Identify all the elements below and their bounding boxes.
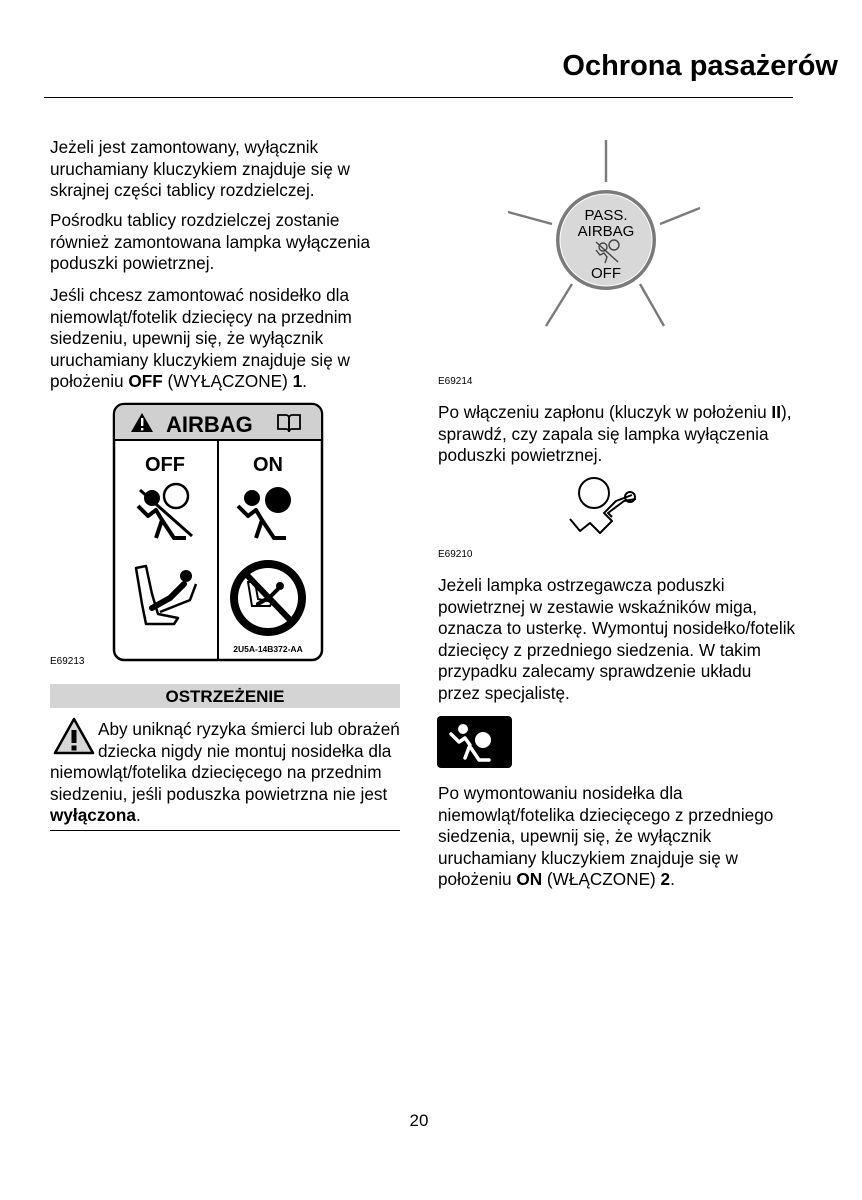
lamp-line-3: OFF bbox=[591, 265, 621, 282]
right-paragraph-2: Jeżeli lampka ostrzegawcza poduszki powietrznej w zestawie wskaźników miga, oznacza to usterkę. Wymontuj nosidełko/fotelik dziecięcy z przedniego siedzenia. W takim przypadku zalecamy sprawdzenie układu przez specjalistę. bbox=[438, 575, 796, 703]
warning-heading: OSTRZEŻENIE bbox=[50, 684, 400, 708]
child-seat-prohibited-icon bbox=[230, 560, 306, 636]
airbag-warning-label-figure bbox=[112, 402, 324, 664]
figure-code-right-1: E69214 bbox=[438, 376, 473, 387]
warning-bottom-rule bbox=[50, 830, 400, 831]
warning-icon-spacer bbox=[50, 719, 98, 759]
warning-text-end: . bbox=[135, 805, 141, 826]
p3-end: . bbox=[302, 371, 307, 392]
label-heading: AIRBAG bbox=[166, 412, 253, 437]
warning-text-body: Aby uniknąć ryzyka śmierci lub obrażeń dziecka nigdy nie montuj nosidełka dla niemowląt/fotelika dziecięcego na przednim siedzeniu, jeśli poduszka powietrzna nie jest bbox=[50, 719, 400, 804]
label-part-number: 2U5A-14B372-AA bbox=[233, 644, 303, 654]
rp3-on-bold: ON bbox=[516, 869, 543, 890]
rp3-text-2: (WŁĄCZONE) bbox=[542, 869, 661, 890]
page-number: 20 bbox=[409, 1111, 429, 1130]
left-paragraph-2: Pośrodku tablicy rozdzielczej zostanie również zamontowana lampka wyłączenia poduszki powietrznej. bbox=[50, 210, 371, 274]
warning-text bbox=[50, 719, 402, 827]
rp3-end: . bbox=[670, 869, 675, 890]
left-paragraph-1: Jeżeli jest zamontowany, wyłącznik uruchamiany kluczykiem znajduje się w skrajnej części tablicy rozdzielczej. bbox=[50, 137, 350, 201]
lamp-line-1: PASS. bbox=[584, 207, 628, 224]
left-paragraph-3 bbox=[50, 285, 400, 393]
title-divider bbox=[44, 97, 793, 98]
right-paragraph-1 bbox=[438, 402, 798, 467]
rp3-ref-bold: 2 bbox=[660, 869, 671, 890]
rp1-text: Po włączeniu zapłonu (kluczyk w położeniu bbox=[438, 402, 772, 422]
rp1-bold: II bbox=[771, 402, 781, 422]
passenger-airbag-off-lamp-figure bbox=[500, 138, 710, 330]
airbag-warning-light-icon bbox=[566, 475, 650, 539]
figure-code-right-2: E69210 bbox=[438, 549, 473, 560]
rp1-text-2: ), sprawdź, czy zapala się lampka wyłączenia poduszki powietrznej. bbox=[438, 402, 792, 466]
airbag-indicator-icon bbox=[437, 716, 512, 768]
label-on-text: ON bbox=[253, 454, 283, 476]
rp3-text: Po wymontowaniu nosidełka dla niemowląt/fotelika dziecięcego z przedniego siedzenia, upewnij się, że wyłącznik uruchamiany kluczykiem znajduje się w położeniu bbox=[438, 783, 774, 890]
p3-ref-bold: 1 bbox=[292, 371, 303, 392]
right-paragraph-3 bbox=[438, 783, 798, 891]
p3-text-2: (WYŁĄCZONE) bbox=[162, 371, 293, 392]
label-off-text: OFF bbox=[145, 454, 185, 476]
warning-text-bold: wyłączona bbox=[50, 805, 136, 826]
figure-code-left: E69213 bbox=[50, 656, 85, 667]
page-title: Ochrona pasażerów bbox=[562, 50, 838, 82]
p3-text: Jeśli chcesz zamontować nosidełko dla niemowląt/fotelik dziecięcy na przednim siedzeniu, upewnij się, że wyłącznik uruchamiany kluczykiem znajduje się w położeniu bbox=[50, 285, 352, 392]
lamp-line-2: AIRBAG bbox=[577, 223, 635, 240]
p3-off-bold: OFF bbox=[128, 371, 163, 392]
